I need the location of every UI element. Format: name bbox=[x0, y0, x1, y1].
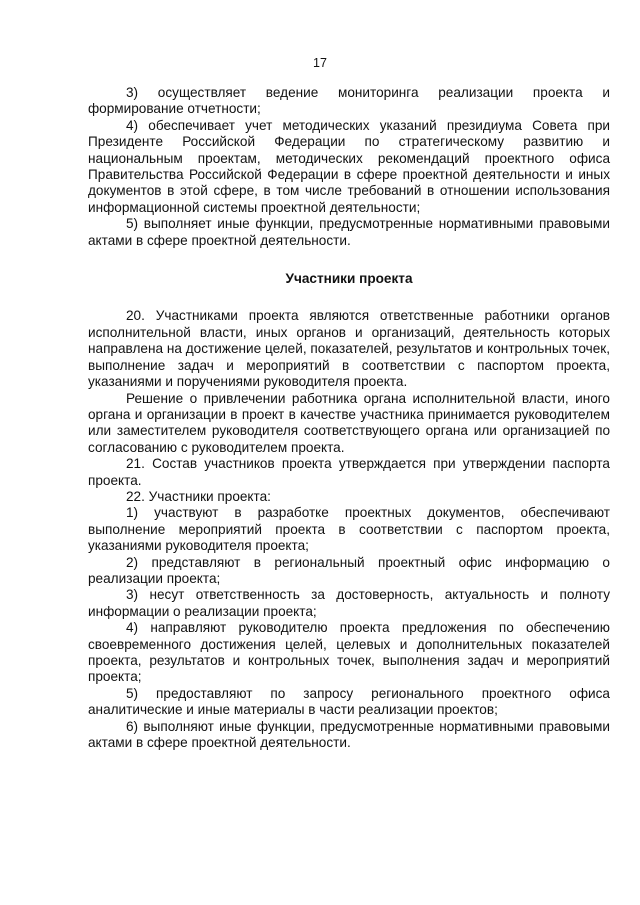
section-title: Участники проекта bbox=[285, 271, 413, 287]
paragraph: 3) несут ответственность за достоверность, актуальность и полноту информации о реализации проекта; bbox=[88, 587, 610, 619]
paragraph: 3) осуществляет ведение мониторинга реализации проекта и формирование отчетности; bbox=[88, 85, 610, 117]
document-body bbox=[88, 85, 610, 751]
paragraph: 21. Состав участников проекта утверждается при утверждении паспорта проекта. bbox=[88, 456, 610, 488]
paragraph: 22. Участники проекта: bbox=[126, 488, 271, 504]
paragraph: 4) обеспечивает учет методических указаний президиума Совета при Президенте Российской Федерации по стратегическому развитию и национальным проектам, методических рекомендаций проектного офиса Правительства Российской Федерации в сфере проектной деятельности и иных документов в этой сфере, в том числе требований в отношении использования информационной системы проектной деятельности; bbox=[88, 117, 610, 215]
page-number: 17 bbox=[313, 56, 327, 70]
paragraph: 5) выполняет иные функции, предусмотренные нормативными правовыми актами в сфере проектной деятельности. bbox=[88, 216, 610, 248]
paragraph: 20. Участниками проекта являются ответственные работники органов исполнительной власти, иных органов и организаций, деятельность которых направлена на достижение целей, показателей, результатов и контрольных точек, выполнение задач и мероприятий в соответствии с паспортом проекта, указаниями и поручениями руководителя проекта. bbox=[88, 308, 610, 390]
paragraph: 4) направляют руководителю проекта предложения по обеспечению своевременного достижения целей, целевых и дополнительных показателей проекта, результатов и контрольных точек, выполнения задач и мероприятий проекта; bbox=[88, 620, 610, 685]
paragraph: 1) участвуют в разработке проектных документов, обеспечивают выполнение мероприятий проекта в соответствии с паспортом проекта, указаниями руководителя проекта; bbox=[88, 505, 610, 554]
paragraph: Решение о привлечении работника органа исполнительной власти, иного органа и организации в проект в качестве участника принимается руководителем или заместителем руководителя соответствующего органа или организацией по согласованию с руководителем проекта. bbox=[88, 390, 610, 455]
paragraph: 2) представляют в региональный проектный офис информацию о реализации проекта; bbox=[88, 554, 610, 586]
paragraph: 6) выполняют иные функции, предусмотренные нормативными правовыми актами в сфере проектной деятельности. bbox=[88, 718, 610, 751]
paragraph: 5) предоставляют по запросу регионального проектного офиса аналитические и иные материалы в части реализации проектов; bbox=[88, 685, 610, 718]
